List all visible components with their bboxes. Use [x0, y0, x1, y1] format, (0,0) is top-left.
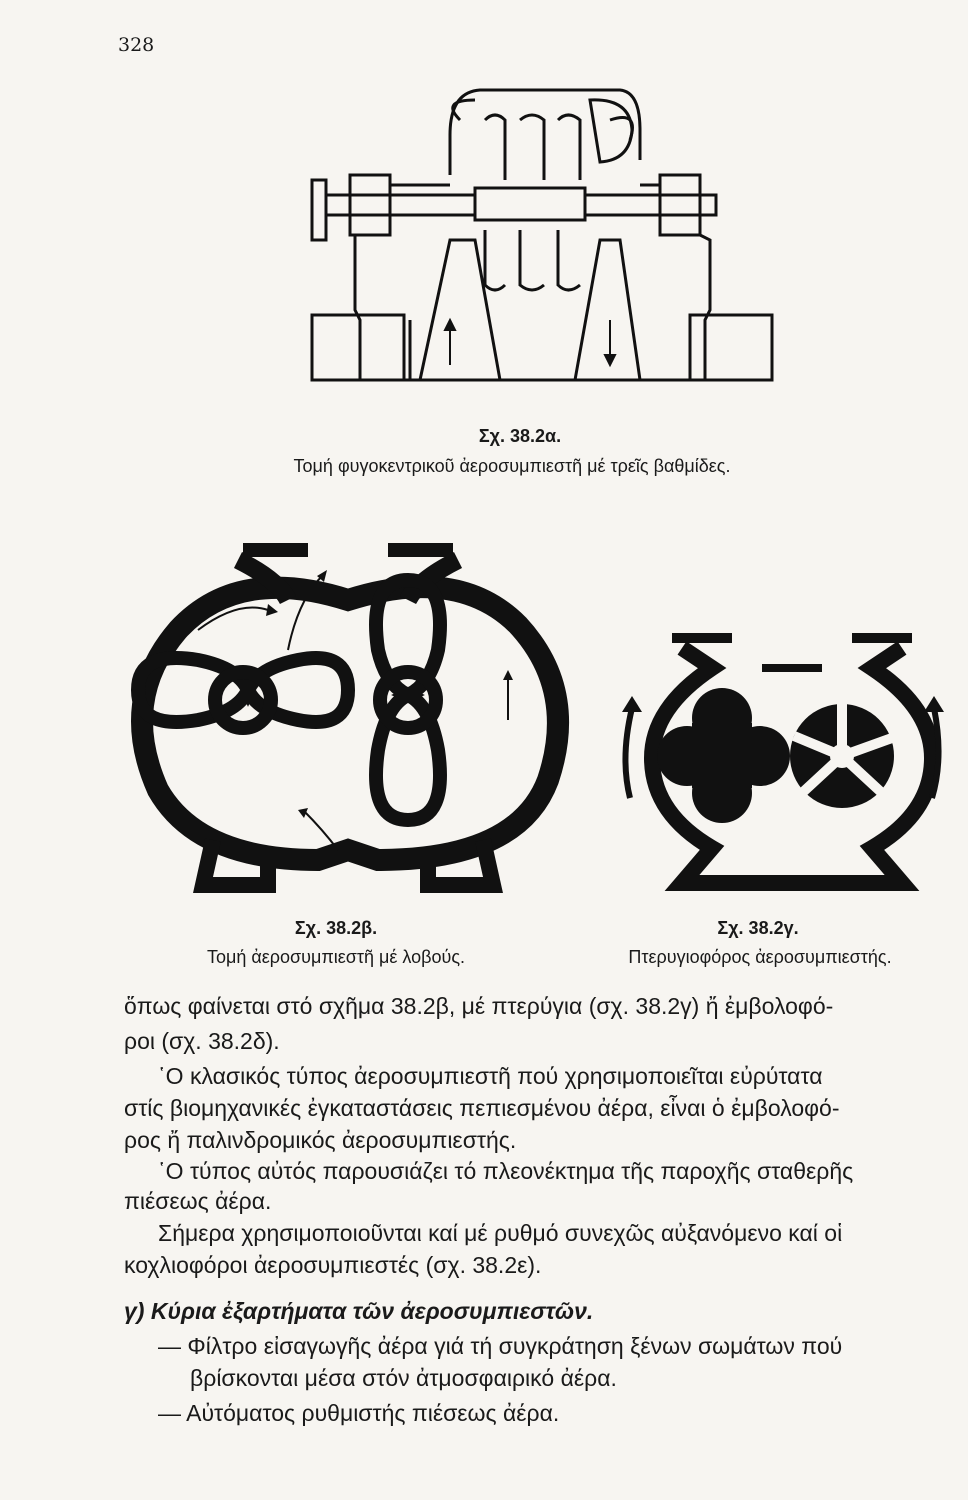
figure-label-38-2c: Σχ. 38.2γ.	[717, 918, 799, 938]
body-line-5: ρος ἤ παλινδρομικός ἀεροσυμπιεστής.	[124, 1127, 517, 1153]
figure-caption-38-2a: Τομή φυγοκεντρικοῦ ἀεροσυμπιεστῆ μέ τρεῖς βαθμίδες.	[293, 456, 731, 476]
body-line-6: ῾Ο τύπος αὐτός παρουσιάζει τό πλεονέκτημα τῆς παροχῆς σταθερῆς	[158, 1158, 854, 1184]
figure-label-38-2b: Σχ. 38.2β.	[294, 918, 378, 938]
page-number: 328	[118, 34, 155, 56]
figure-centrifugal-compressor	[300, 80, 780, 400]
section-heading: γ) Κύρια ἐξαρτήματα τῶν ἀεροσυμπιεστῶν.	[124, 1298, 594, 1324]
body-line-1: ὅπως φαίνεται στό σχῆμα 38.2β, μέ πτερύγια (σχ. 38.2γ) ἤ ἐμβολοφό-	[124, 993, 834, 1019]
body-line-11: βρίσκονται μέσα στόν ἀτμοσφαιρικό ἀέρα.	[190, 1365, 617, 1391]
body-line-10: — Φίλτρο εἰσαγωγῆς ἀέρα γιά τή συγκράτηση ξένων σωμάτων πού	[158, 1333, 843, 1359]
figure-vane-compressor	[612, 608, 952, 898]
figure-label-38-2a: Σχ. 38.2α.	[478, 426, 562, 446]
body-line-2: ροι (σχ. 38.2δ).	[124, 1028, 280, 1054]
body-line-7: πιέσεως ἀέρα.	[124, 1188, 272, 1214]
body-line-9: κοχλιοφόροι ἀεροσυμπιεστές (σχ. 38.2ε).	[124, 1252, 542, 1278]
body-line-3: ῾Ο κλασικός τύπος ἀεροσυμπιεστῆ πού χρησιμοποιεῖται εὐρύτατα	[158, 1063, 823, 1089]
figure-caption-38-2b: Τομή ἀεροσυμπιεστῆ μέ λοβούς.	[206, 947, 466, 967]
body-line-4: στίς βιομηχανικές ἐγκαταστάσεις πεπιεσμένου ἀέρα, εἶναι ὁ ἐμβολοφό-	[124, 1095, 840, 1121]
body-line-12: — Αὐτόματος ρυθμιστής πιέσεως ἀέρα.	[158, 1400, 560, 1426]
figure-caption-38-2c: Πτερυγιοφόρος ἀεροσυμπιεστής.	[628, 947, 892, 967]
body-line-8: Σήμερα χρησιμοποιοῦνται καί μέ ρυθμό συνεχῶς αὐξανόμενο καί οἱ	[158, 1220, 843, 1246]
figure-lobe-compressor	[118, 540, 578, 920]
